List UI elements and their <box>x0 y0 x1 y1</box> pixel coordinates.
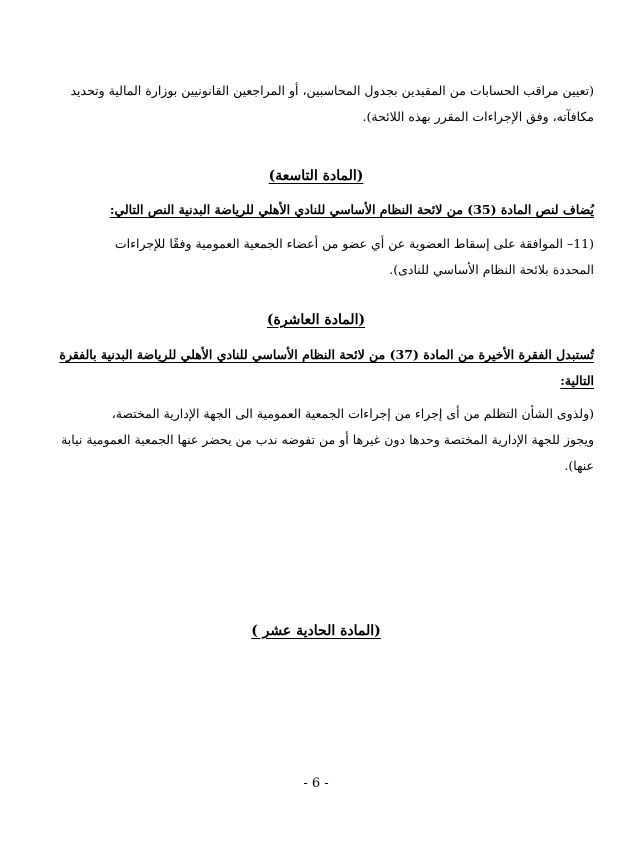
instruction-line: يُضاف لنص المادة (35) من لائحة النظام الأساسي للنادي الأهلي للرياضة البدنية النص التالي: <box>109 202 594 217</box>
paragraph-line: عنها). <box>564 458 594 473</box>
intro-paragraph <box>36 78 594 130</box>
article-11-heading <box>0 623 632 639</box>
article-9-heading <box>0 168 632 184</box>
article-10-instruction <box>34 342 594 394</box>
article-9-instruction <box>34 197 594 223</box>
page-number: - 6 - <box>303 776 329 791</box>
paragraph-line: المحددة بلائحة النظام الأساسي للنادى). <box>389 262 594 277</box>
article-9-text <box>36 231 594 283</box>
paragraph-line: (تعيين مراقب الحسابات من المقيدين بجدول المحاسبين، أو المراجعين القانونيين بوزارة المالية وتحديد <box>70 83 594 98</box>
article-9-title: (المادة التاسعة) <box>268 168 364 184</box>
article-10-heading <box>0 312 632 328</box>
paragraph-line: مكافآته، وفق الإجراءات المقرر بهذه اللائحة). <box>362 109 594 124</box>
article-10-title: (المادة العاشرة) <box>266 312 366 328</box>
paragraph-line: (11– الموافقة على إسقاط العضوية عن أي عضو من أعضاء الجمعية العمومية وفقًا للإجراءات <box>114 236 594 251</box>
article-10-text <box>36 401 594 479</box>
instruction-line: تُستبدل الفقرة الأخيرة من المادة (37) من لائحة النظام الأساسي للنادي الأهلي للرياضة البدنية بالفقرة <box>59 347 594 362</box>
instruction-line: التالية: <box>560 373 594 388</box>
paragraph-line: (ولذوى الشأن التظلم من أى إجراء من إجراءات الجمعية العمومية الى الجهة الإدارية المختصة، <box>111 406 594 421</box>
paragraph-line: ويجوز للجهة الإدارية المختصة وحدها دون غيرها أو من تفوضه ندب من يحضر عنها الجمعية العمومية نيابة <box>61 432 594 447</box>
article-11-title: (المادة الحادية عشر ) <box>251 623 381 639</box>
